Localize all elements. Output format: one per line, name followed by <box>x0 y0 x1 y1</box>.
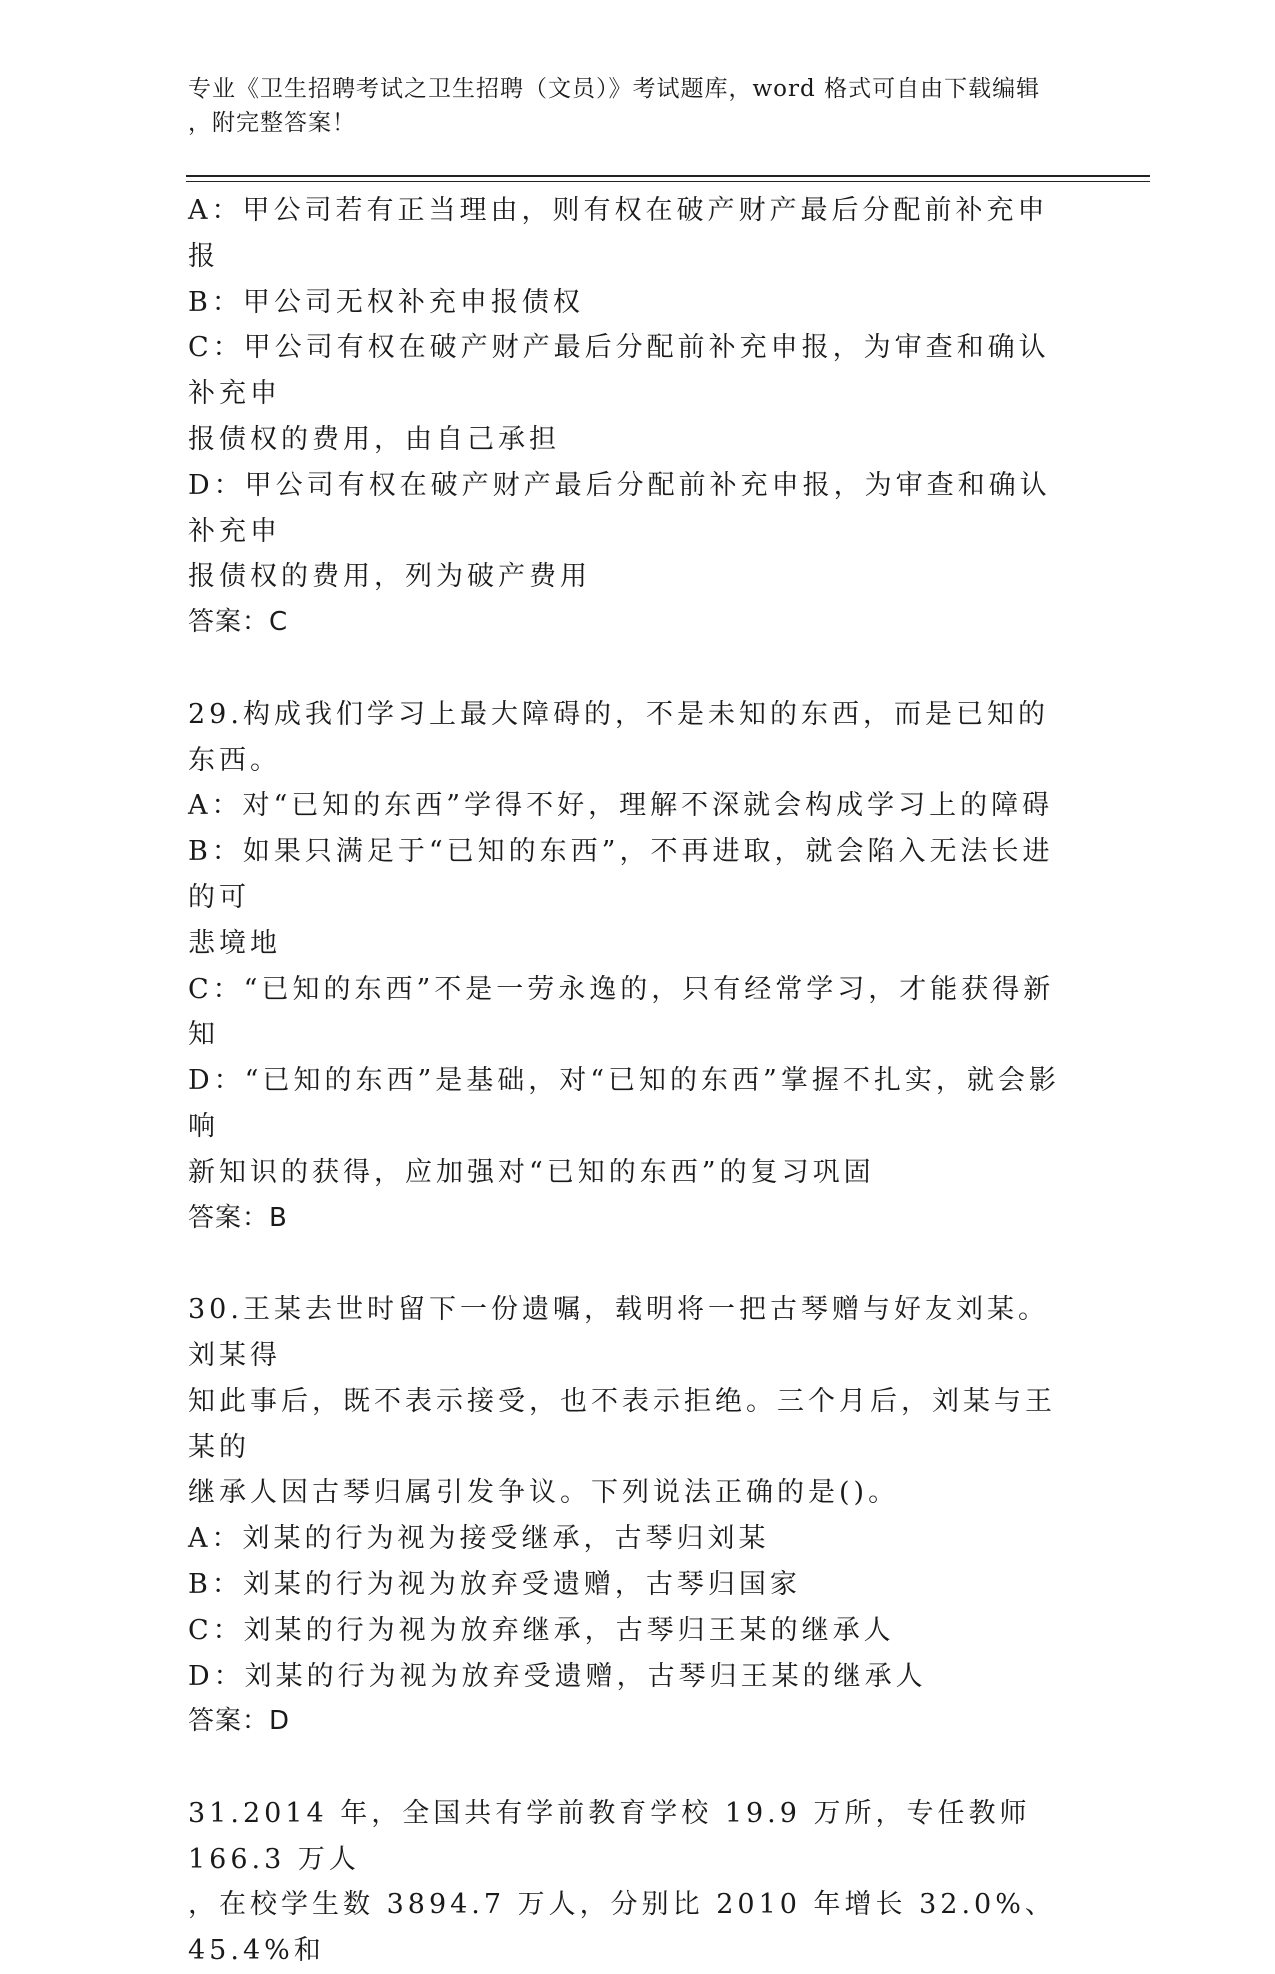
spacer <box>188 1241 1068 1287</box>
option-b: B：如果只满足于“已知的东西”，不再进取，就会陷入无法长进的可 <box>188 836 1054 913</box>
answer: 答案：B <box>188 1202 288 1233</box>
spacer <box>188 1745 1068 1791</box>
option-d: D：“已知的东西”是基础，对“已知的东西”掌握不扎实，就会影响 <box>188 1065 1060 1142</box>
header-line: ，附完整答案！ <box>188 110 356 136</box>
option-b-continued: 悲境地 <box>188 927 281 959</box>
question-28 <box>188 188 1068 646</box>
option-c: C：刘某的行为视为放弃继承，古琴归王某的继承人 <box>188 1614 895 1646</box>
option-d: D：甲公司有权在破产财产最后分配前补充申报，为审查和确认补充申 <box>188 469 1051 547</box>
question-stem: 29.构成我们学习上最大障碍的，不是未知的东西，而是已知的东西。 <box>188 698 1049 776</box>
option-c: C：甲公司有权在破产财产最后分配前补充申报，为审查和确认补充申 <box>188 332 1050 410</box>
option-a: A：对“已知的东西”学得不好，理解不深就会构成学习上的障碍 <box>188 790 1054 822</box>
document-body <box>188 188 1068 1974</box>
question-stem: 31.2014 年，全国共有学前教育学校 19.9 万所，专任教师 166.3 万人 <box>188 1797 1031 1875</box>
header-line: 专业《卫生招聘考试之卫生招聘（文员）》考试题库，word 格式可自由下载编辑 <box>188 76 1041 102</box>
option-b: B：刘某的行为视为放弃受遗赠，古琴归国家 <box>188 1568 801 1600</box>
question-stem-continued: 继承人因古琴归属引发争议。下列说法正确的是()。 <box>188 1477 900 1509</box>
question-stem: 30.王某去世时留下一份遗嘱，载明将一把古琴赠与好友刘某。刘某得 <box>188 1294 1049 1371</box>
answer: 答案：C <box>188 607 289 638</box>
question-29 <box>188 692 1068 1242</box>
option-c: C：“已知的东西”不是一劳永逸的，只有经常学习，才能获得新知 <box>188 973 1055 1051</box>
answer: 答案：D <box>188 1706 291 1737</box>
option-d-continued: 报债权的费用，列为破产费用 <box>188 561 591 593</box>
question-30 <box>188 1287 1068 1745</box>
question-stem-continued: ，在校学生数 3894.7 万人，分别比 2010 年增长 32.0%、45.4%和 <box>188 1889 1056 1967</box>
header-divider <box>186 175 1150 177</box>
option-b: B：甲公司无权补充申报债权 <box>188 286 584 318</box>
spacer <box>188 646 1068 692</box>
question-31 <box>188 1791 1068 1974</box>
option-c-continued: 报债权的费用，由自己承担 <box>188 423 560 455</box>
option-a: A：刘某的行为视为接受继承，古琴归刘某 <box>188 1523 770 1555</box>
option-d-continued: 新知识的获得，应加强对“已知的东西”的复习巩固 <box>188 1156 875 1188</box>
document-header <box>188 72 1068 140</box>
option-a: A：甲公司若有正当理由，则有权在破产财产最后分配前补充申报 <box>188 195 1049 272</box>
option-d: D：刘某的行为视为放弃受遗赠，古琴归王某的继承人 <box>188 1660 927 1692</box>
header-divider-thin <box>186 181 1150 182</box>
question-stem-continued: 知此事后，既不表示接受，也不表示拒绝。三个月后，刘某与王某的 <box>188 1385 1056 1463</box>
